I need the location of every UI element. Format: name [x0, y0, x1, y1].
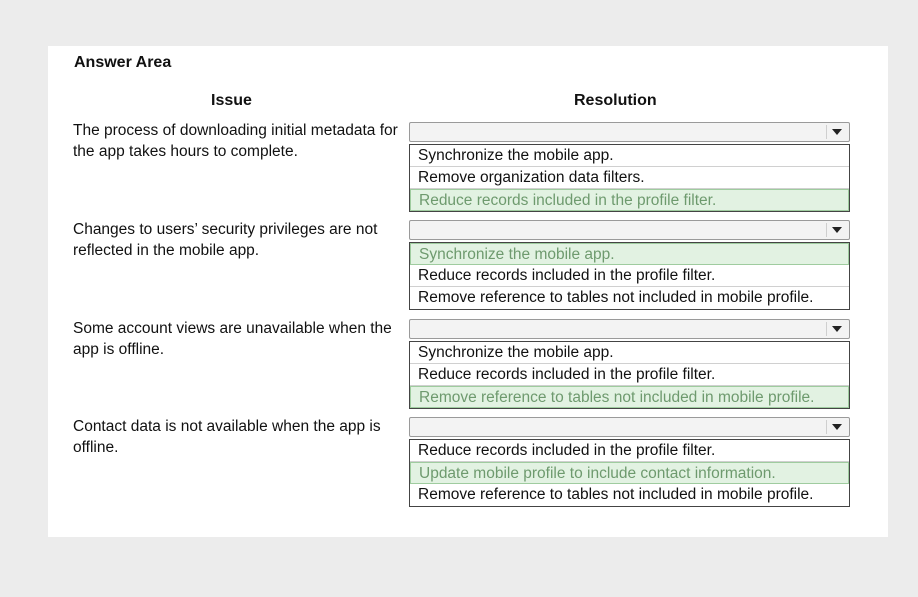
chevron-down-icon[interactable] [826, 125, 847, 139]
dropdown-option[interactable]: Remove reference to tables not included in mobile profile. [418, 486, 814, 503]
dropdown-header[interactable] [409, 417, 850, 437]
chevron-down-icon[interactable] [826, 223, 847, 237]
chevron-down-icon[interactable] [826, 322, 847, 336]
dropdown-header[interactable] [409, 122, 850, 142]
dropdown-option[interactable]: Remove organization data filters. [410, 167, 849, 189]
dropdown-option-selected[interactable]: Update mobile profile to include contact information. [410, 462, 849, 484]
dropdown-options [409, 144, 850, 212]
dropdown-option-selected[interactable]: Reduce records included in the profile filter. [410, 189, 849, 211]
chevron-down-icon[interactable] [826, 420, 847, 434]
dropdown-option[interactable]: Synchronize the mobile app. [410, 145, 849, 167]
resolution-dropdown-1[interactable] [409, 122, 850, 212]
issue-text-2: Changes to users’ security privileges are not reflected in the mobile app. [73, 221, 378, 259]
issue-column-header: Issue [211, 92, 252, 109]
dropdown-option[interactable]: Reduce records included in the profile filter. [410, 440, 849, 462]
resolution-column-header: Resolution [574, 92, 657, 109]
dropdown-options [409, 341, 850, 409]
dropdown-option-selected[interactable]: Remove reference to tables not included in mobile profile. [410, 386, 849, 408]
answer-area-title: Answer Area [74, 54, 172, 71]
issue-text-3: Some account views are unavailable when the app is offline. [73, 320, 392, 358]
issue-text-1: The process of downloading initial metadata for the app takes hours to complete. [73, 122, 398, 160]
resolution-dropdown-3[interactable] [409, 319, 850, 409]
answer-area-panel [48, 46, 888, 537]
dropdown-header[interactable] [409, 220, 850, 240]
dropdown-option[interactable]: Reduce records included in the profile filter. [410, 364, 849, 386]
dropdown-options [409, 439, 850, 507]
dropdown-header[interactable] [409, 319, 850, 339]
issue-text-4: Contact data is not available when the app is offline. [73, 418, 381, 456]
dropdown-option[interactable]: Synchronize the mobile app. [410, 342, 849, 364]
dropdown-option[interactable]: Remove reference to tables not included in mobile profile. [418, 289, 814, 306]
resolution-dropdown-2[interactable] [409, 220, 850, 310]
dropdown-option[interactable]: Reduce records included in the profile filter. [410, 265, 849, 287]
dropdown-options [409, 242, 850, 310]
resolution-dropdown-4[interactable] [409, 417, 850, 507]
dropdown-option-selected[interactable]: Synchronize the mobile app. [410, 243, 849, 265]
